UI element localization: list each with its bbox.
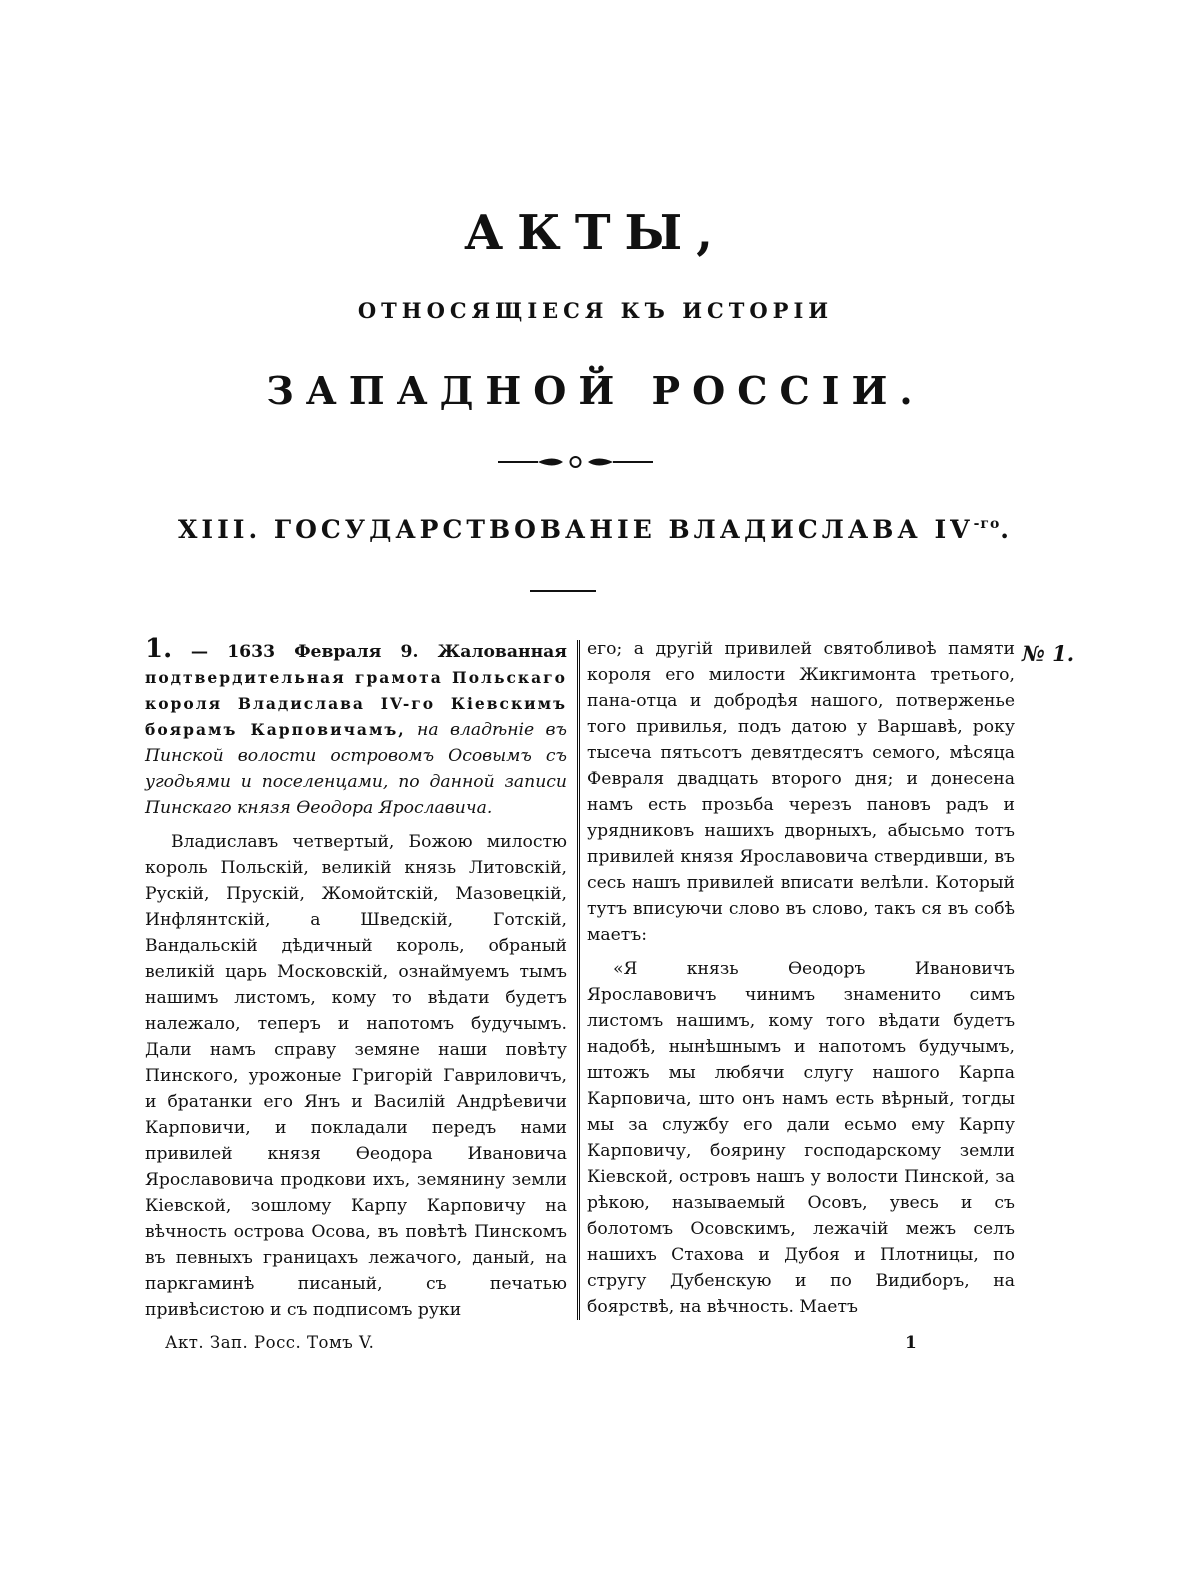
- document-number: 1.: [145, 634, 173, 664]
- section-title-superscript: -го: [973, 516, 1001, 532]
- document-heading-italic: на владѣніе въ Пинской волости островомъ Осовымъ съ угодьями и поселенцами, по данной записи Пинскаго князя Ѳеодора Ярославича.: [145, 720, 567, 818]
- left-column: [145, 636, 567, 1323]
- footer-signature: Акт. Зап. Росс. Томъ V.: [165, 1333, 375, 1352]
- right-column: [587, 636, 1015, 1320]
- book-title-second-line: ЗАПАДНОЙ РОССІИ.: [266, 368, 925, 413]
- book-subtitle: ОТНОСЯЩІЕСЯ КЪ ИСТОРІИ: [357, 298, 834, 323]
- left-body-paragraph: Владиславъ четвертый, Божою милостю король Польскій, великій князь Литовскій, Рускій, Прускій, Жомойтскій, Мазовецкій, Инфлянтскій, а Шведскій, Готскій, Вандальскій дѣдичный король, обраный великій царь Московскій, ознаймуемъ тымъ нашимъ листомъ, кому то вѣдати будетъ належало, теперъ и напотомъ будучымъ. Дали намъ справу земяне наши повѣту Пинского, урожоные Григорій Гавриловичъ, и братанки его Янъ и Василій Андрѣевичи Карповичи, и покладали передъ нами привилей князя Ѳеодора Ивановича Ярославовича продкови ихъ, земянину земли Кіевской, зошлому Карпу Карповичу на вѣчность острова Осова, въ повѣтѣ Пинскомъ въ певныхъ границахъ лежачого, даный, на паркгаминѣ писаный, съ печатью привѣсистою и съ подписомъ руки: [145, 832, 567, 1320]
- right-body-paragraph-2: «Я князь Ѳеодоръ Ивановичъ Ярославовичъ чинимъ знаменито симъ листомъ нашимъ, кому того вѣдати будетъ надобѣ, нынѣшнымъ и напотомъ будучымъ, штожъ мы любячи слугу нашого Карпа Карповича, што онъ намъ есть вѣрный, тогды мы за службу его дали есьмо ему Карпу Карповичу, боярину господарскому земли Кіевской, островъ нашъ у волости Пинской, за рѣкою, называемый Осовъ, увесь и съ болотомъ Осовскимъ, лежачій межъ селъ нашихъ Стахова и Дубоя и Плотницы, по стругу Дубенскую и по Видиборъ, на боярствѣ, на вѣчность. Маетъ: [587, 959, 1015, 1317]
- footer-page-number: 1: [905, 1333, 917, 1353]
- section-title-text: XIII. ГОСУДАРСТВОВАНІЕ ВЛАДИСЛАВА IV: [177, 515, 974, 544]
- ornament-divider: [498, 455, 653, 469]
- book-title: АКТЫ,: [464, 205, 727, 261]
- section-title-period: .: [1000, 515, 1014, 544]
- column-divider: [577, 640, 580, 1320]
- section-rule: [530, 590, 596, 592]
- document-heading: [145, 636, 567, 821]
- document-date-heading: — 1633 Февраля 9. Жалованная: [190, 642, 568, 662]
- section-title: [0, 515, 1191, 544]
- right-body-paragraph-1: его; а другій привилей святобливоѣ памяти короля его милости Жикгимонта третього, пана-отца и добродѣя нашого, потверженье того привилья, подъ датою у Варшавѣ, року тысеча пятьсотъ девятдесятъ семого, мѣсяца Февраля двадцать второго дня; и донесена намъ есть прозьба черезъ пановъ радъ и урядниковъ нашихъ дворныхъ, абысьмо тотъ привилей князя Ярославовича ствердивши, въ сесь нашъ привилей вписати велѣли. Который тутъ вписуючи слово въ слово, такъ ся въ собѣ маетъ:: [587, 639, 1015, 945]
- margin-document-number: № 1.: [1022, 641, 1075, 666]
- document-heading-spaced: подтвердительная грамота Польскаго короля Владислава IV-го Кіевскимъ боярамъ Карповичамъ,: [145, 668, 567, 739]
